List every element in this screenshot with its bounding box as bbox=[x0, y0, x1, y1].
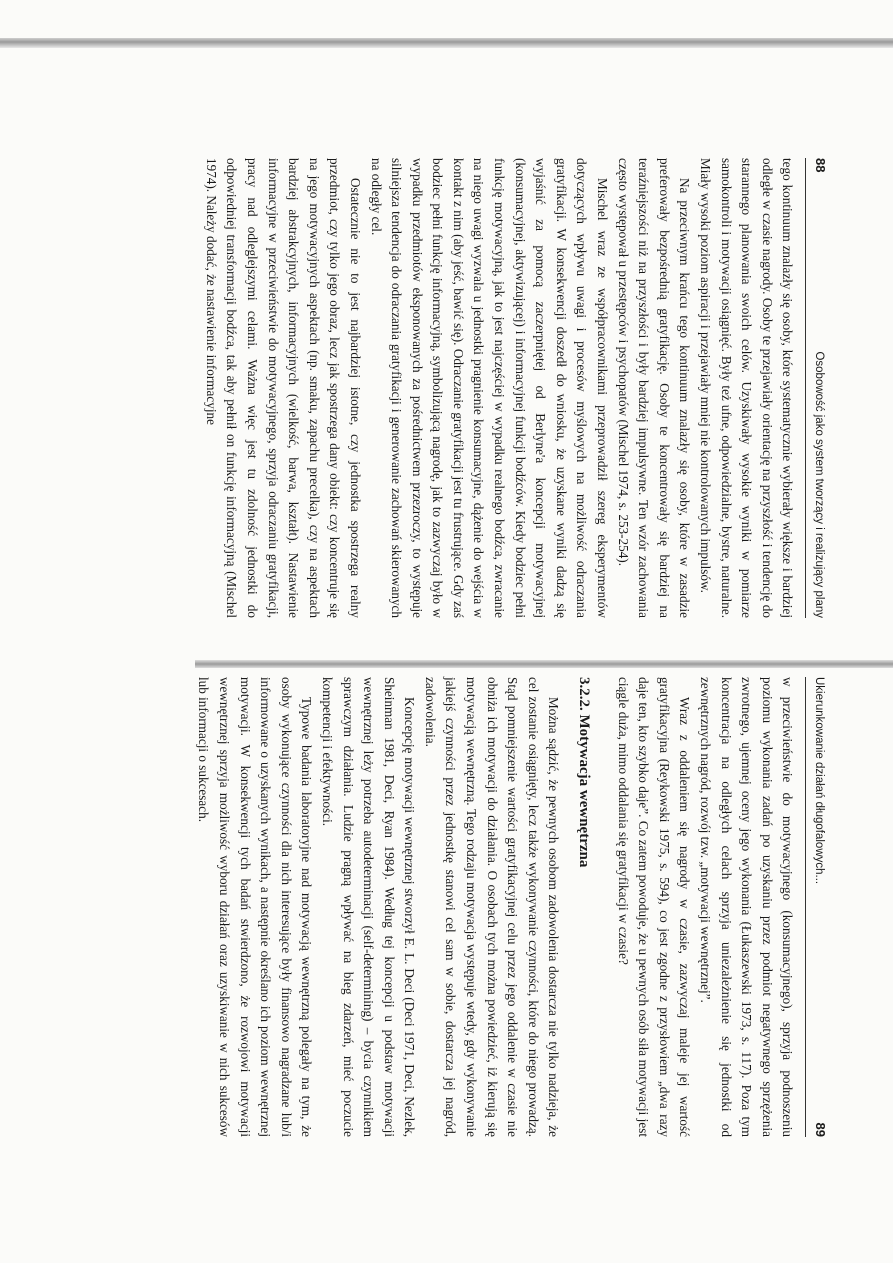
right-page bbox=[196, 677, 830, 1137]
left-page-number: 88 bbox=[813, 158, 828, 173]
right-page-header bbox=[805, 677, 830, 1137]
left-page-header bbox=[805, 158, 830, 618]
left-running-head: Osobowość jako system tworzący i realizujący plany bbox=[813, 351, 825, 618]
right-paragraph: Wraz z oddaleniem się nagrody w czasie, zazwyczaj maleje jej wartość gratyfikacyjna (Reykowski 1975, s. 594), co jest zgodne z przysłowiem „dwa razy daje ten, kto szybko daje”. Co zatem powoduje, że u pewnych osób siła motywacji jest ciągle duża, mimo oddalania się gratyfikacji w czasie? bbox=[615, 677, 693, 1137]
section-paragraph: Można sądzić, że pewnych osobom zadowolenia dostarcza nie tylko nadzieja, że cel zostanie osiągnięty, lecz także wykonywanie czynności, które do niego prowadzą. Stąd pomniejszenie wartości gratyfikacyjnej celu przez jego oddalenie w czasie nie obniża ich motywacji do działania. O osobach tych można powiedzieć, iż kierują się motywacją wewnętrzną. Tego rodzaju motywacja występuje wtedy, gdy wykonywanie jakiejś czynności przez jednostkę stanowi cel sam w sobie, dostarcza jej nagród, zadowolenia. bbox=[422, 677, 562, 1137]
section-paragraph: Typowe badania laboratoryjne nad motywacją wewnętrzną polegały na tym, że osoby wykonujące czynności dla nich interesujące były finansowo nagradzane lub/i informowane o uzyskanych wynikach, a następnie określano ich poziom wewnętrznej motywacji. W konsekwencji tych badań stwierdzono, że rozwojowi motywacji wewnętrznej sprzyja możliwość wyboru działań oraz uzyskiwanie w nich sukcesów lub informacji o sukcesach. bbox=[196, 677, 315, 1137]
left-page bbox=[203, 158, 830, 618]
right-page-number: 89 bbox=[813, 1122, 828, 1137]
right-paragraph: w przeciwieństwie do motywacyjnego (konsumacyjnego), sprzyja podnoszeniu poziomu wykonania zadań po uzyskaniu przez podmiot negatywnego sprzężenia zwrotnego, ujemnej oceny jego wykonania (Łukaszewski 1973, s. 117). Poza tym koncentracja na odległych celach sprzyja uniezależnienie się jednostki od zewnętrznych nagród, rozwój tzw. „motywacji wewnętrznej”. bbox=[698, 677, 796, 1137]
left-paragraph: Ostatecznie nie to jest najbardziej istotne, czy jednostka spostrzega realny przedmiot, czy tylko jego obraz, lecz jak spostrzega dany obiekt: czy koncentruje się na jego motywacyjnych aspektach (np. smaku, zapachu precelka), czy na aspektach bardziej abstrakcyjnych, informacyjnych (wielkość, barwa, kształt). Nastawienie informacyjne w przeciwieństwie do motywacyjnego, sprzyja odraczaniu gratyfikacji, pracy nad odleglejszymi celami. Ważna więc jest tu zdolność jednostki do odpowiedniej transformacji bodźca, tak aby pełnił on funkcję informacyjną (Mischel 1974). Należy dodać, że nastawienie informacyjne bbox=[203, 158, 363, 618]
section-heading: 3.2.2. Motywacja wewnętrzna bbox=[576, 677, 593, 868]
left-paragraph: tego kontinuum znalazły się osoby, które systematycznie wybierały większe i bardziej odległe w czasie nagrody. Osoby te przejawiały orientację na przyszłość i tendencję do starannego planowania swoich celów. Uzyskiwały wysokie wyniki w pomiarze samokontroli i motywacji osiągnięć. Były też ufne, odpowiedzialne, bystre, naturalne. Miały wysoki poziom aspiracji i przejawiały mniej nie kontrolowanych impulsów. bbox=[698, 158, 796, 618]
left-paragraph: Mischel wraz ze współpracownikami przeprowadził szereg eksperymentów dotyczących wpływu uwagi i procesów myślowych na możliwość odraczania gratyfikacji. W konsekwencji doszedł do wniosku, że uzyskane wyniki dadzą się wyjaśnić za pomocą zaczerpniętej od Berlyne'a koncepcji motywacyjnej (konsumacyjnej, aktywizującej) i informacyjnej funkcji bodźców. Kiedy bodziec pełni funkcję motywacyjną, jak to jest najczęściej w wypadku realnego bodźca, zwracanie na niego uwagi wyzwala u jednostki pragnienie konsumacyjne, dążenie do wejścia w kontakt z nim (aby jeść, bawić się). Odraczanie gratyfikacji jest tu frustrujące. Gdy zaś bodziec pełni funkcję informacyjną, symbolizującą nagrodę, jak to zazwyczaj było w wypadku przedmiotów eksponowanych za pośrednictwem przezroczy, to występuje silniejsza tendencja do odraczania gratyfikacji i generowanie zachowań skierowanych na odległy cel. bbox=[368, 158, 611, 618]
left-paragraph: Na przeciwnym krańcu tego kontinuum znalazły się osoby, które w zasadzie preferowały bezpośrednią gratyfikację. Osoby te koncentrowały się bardziej na teraźniejszości niż na przyszłości i były bardziej impulsywne. Ten wzór zachowania często występował u przestępców i psychopatów (Mischel 1974, s. 253-254). bbox=[615, 158, 693, 618]
section-paragraph: Koncepcję motywacji wewnętrznej stworzył E. L. Deci (Deci 1971, Deci, Nezlek, Sheinman 1981, Deci, Ryan 1984). Według tej koncepcji u podstaw motywacji wewnętrznej leży potrzeba autodeterminacji (self-determining) – bycia czynnikiem sprawczym działania. Ludzie pragną wpływać na bieg zdarzeń, mieć poczucie kompetencji i efektywności. bbox=[319, 677, 418, 1137]
book-gutter bbox=[195, 660, 893, 668]
scan-edge bbox=[0, 38, 893, 48]
right-running-head: Ukierunkowanie działań długofalowych... bbox=[813, 677, 825, 885]
